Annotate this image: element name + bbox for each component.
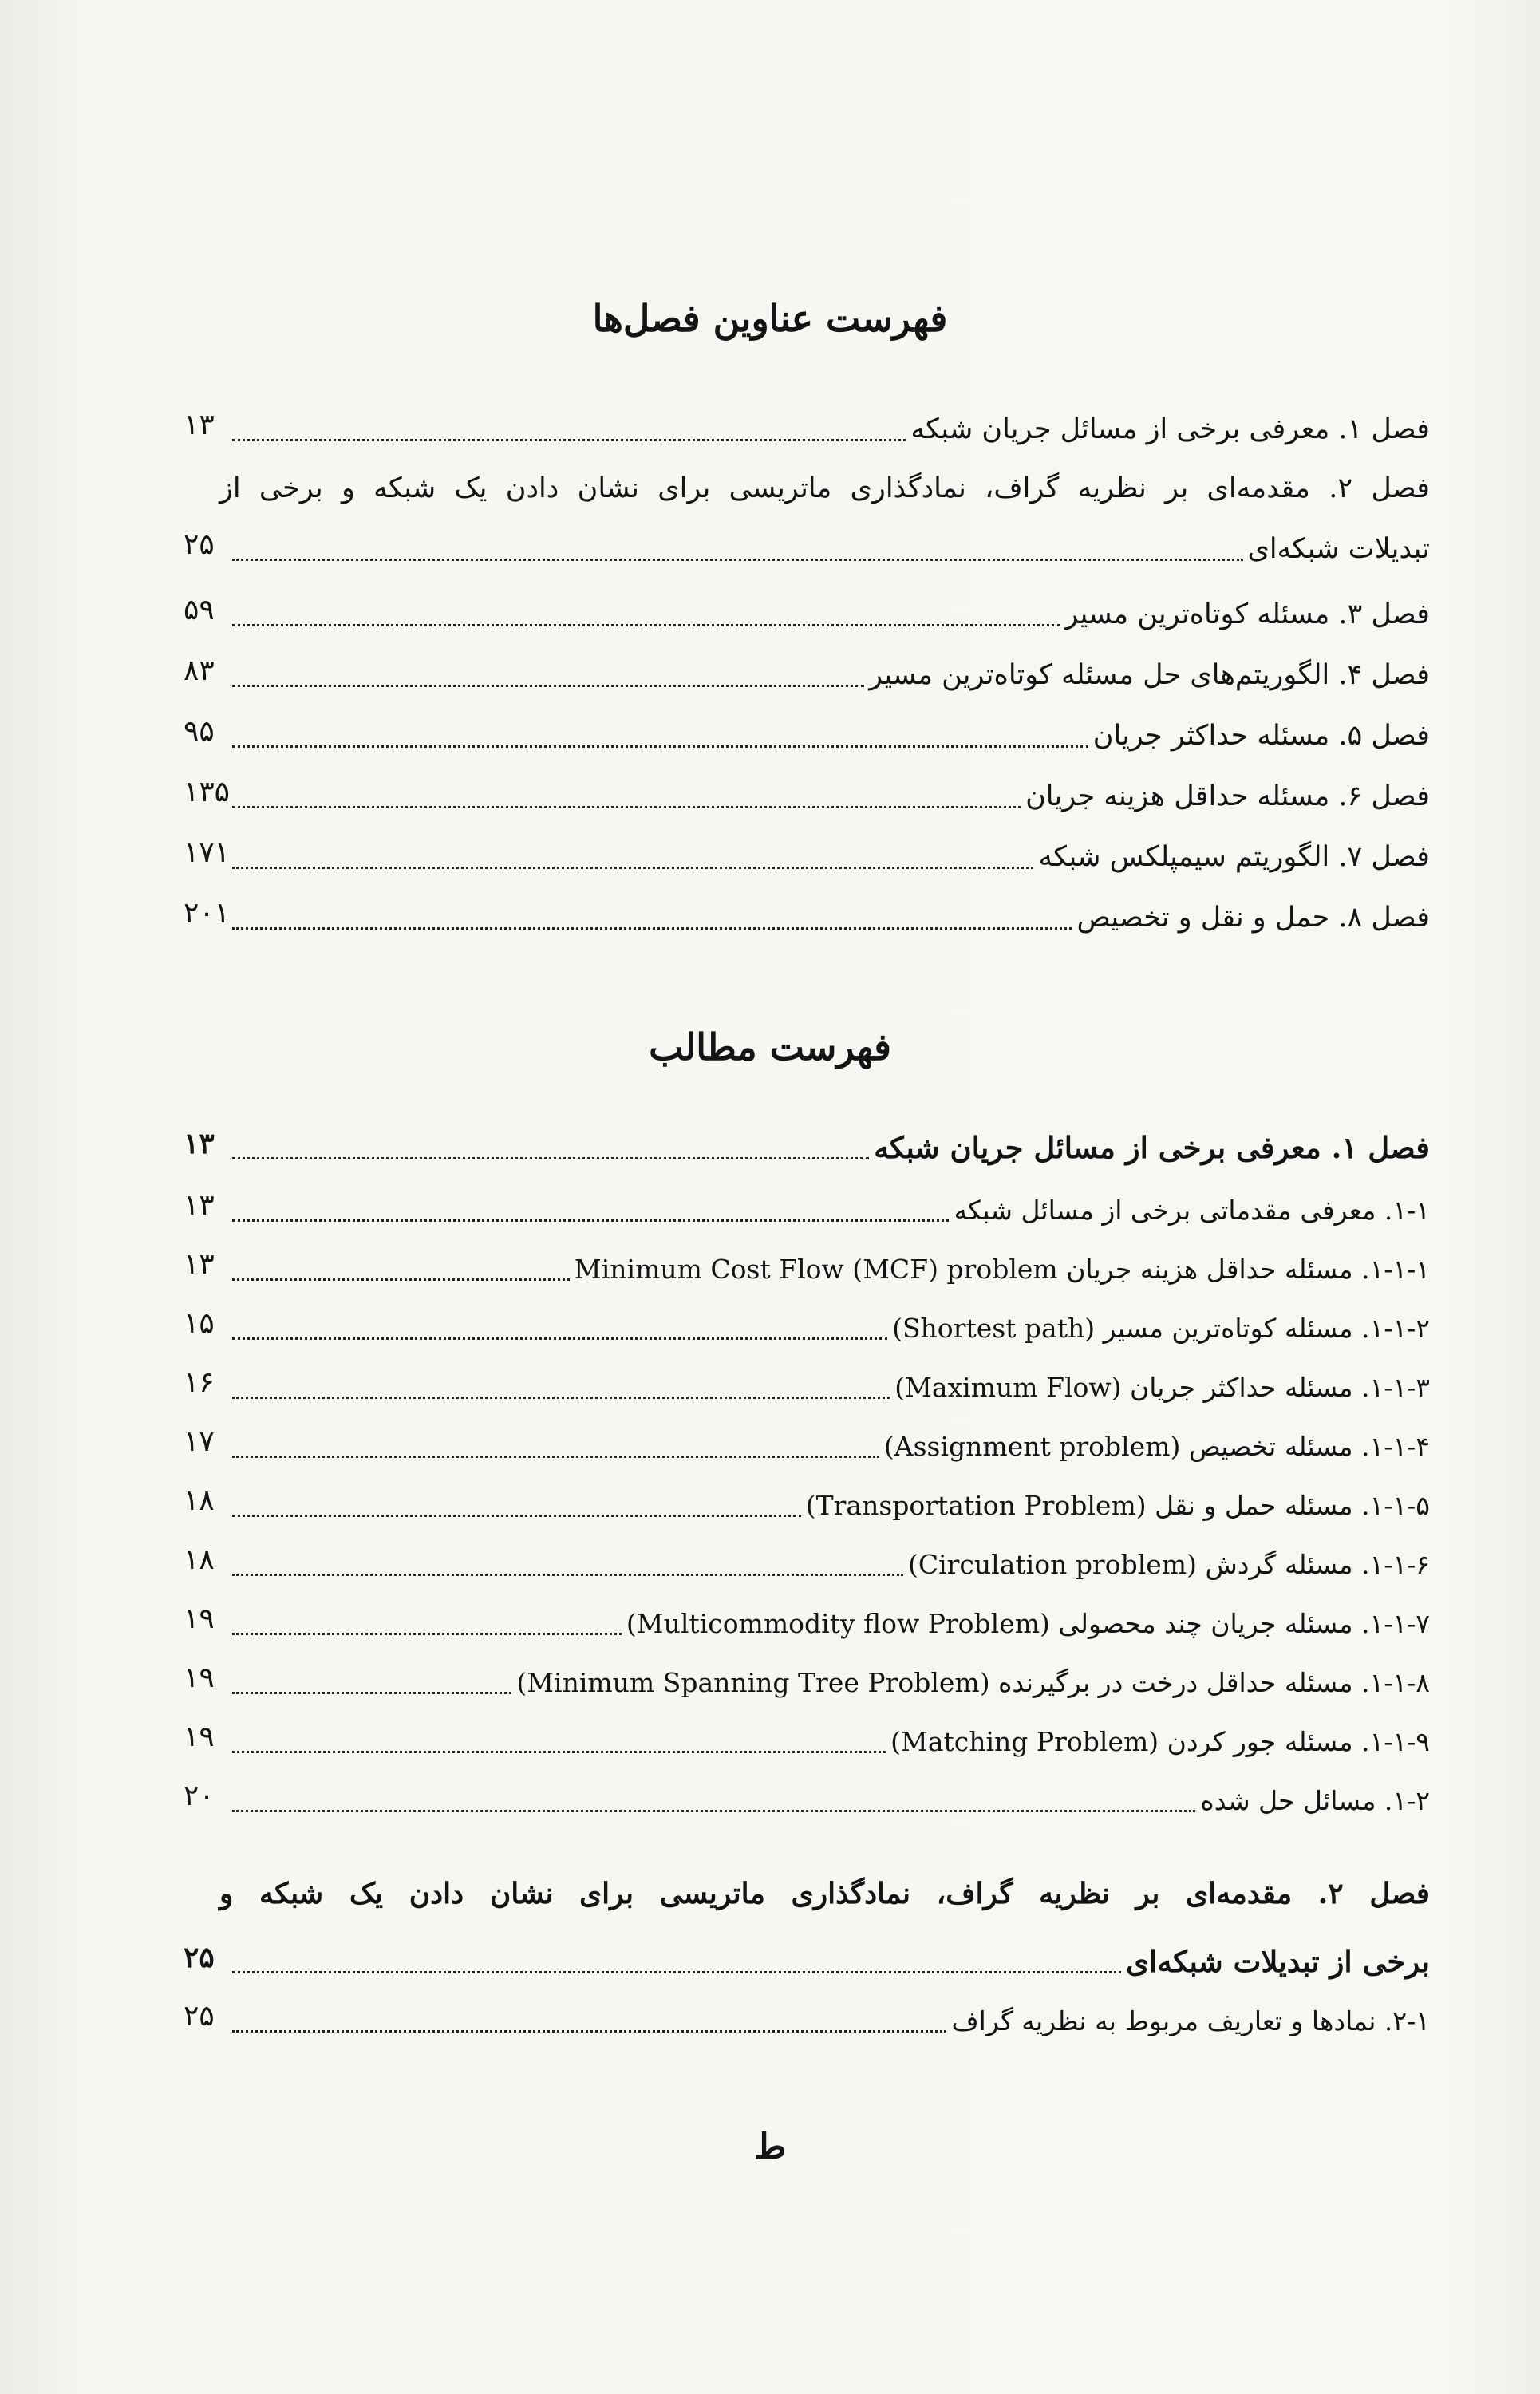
leader-dots [232,1971,1121,1973]
chapters-list-title: فهرست عناوین فصل‌ها [592,297,948,340]
contents-item [227,1997,1430,2044]
leader-dots [232,1751,886,1753]
contents-item-page: ۱۶ [184,1366,215,1399]
chapter-entry-label: فصل ۵. مسئله حداکثر جریان [1092,720,1430,752]
contents-item-page: ۱۹ [184,1720,215,1753]
chapter-entry-label: فصل ۴. الگوریتم‌های حل مسئله کوتاه‌ترین مسیر [869,659,1430,691]
chapter-entry-7 [227,833,1430,881]
leader-dots [232,1278,570,1281]
contents-item-page: ۱۳ [184,1248,215,1281]
contents-item-label: ۱-۱-۹. مسئله جور کردن (Matching Problem) [890,1725,1430,1757]
leader-dots [232,1692,511,1694]
contents-item-page: ۱۹ [184,1661,215,1694]
contents-item [227,1245,1430,1293]
contents-chapter-page: ۱۳ [184,1127,215,1160]
contents-item [227,1717,1430,1765]
leader-dots [232,1396,890,1399]
chapter-entry-5 [227,712,1430,760]
contents-item-label: ۱-۲. مسائل حل شده [1200,1784,1430,1816]
contents-item-page: ۲۰ [184,1780,215,1812]
chapter-entry-label: فصل ۳. مسئله کوتاه‌ترین مسیر [1064,598,1430,630]
contents-item-label: ۱-۱-۳. مسئله حداکثر جریان (Maximum Flow) [894,1371,1430,1403]
leader-dots [232,806,1021,808]
chapter-entry-label: فصل ۱. معرفی برخی از مسائل جریان شبکه [910,413,1430,445]
leader-dots [232,559,1243,561]
leader-dots [232,1574,903,1576]
chapter-entry-2 [227,525,1430,573]
chapter-entry-page: ۵۹ [184,594,215,626]
contents-item-page: ۱۳ [184,1189,215,1222]
contents-item-label: ۱-۱-۸. مسئله حداقل درخت در برگیرنده (Minimum Spanning Tree Problem) [516,1666,1430,1698]
leader-dots [232,745,1088,748]
leader-dots [232,1633,622,1635]
leader-dots [232,1219,949,1222]
chapter-entry-8 [227,894,1430,942]
contents-chapter-label: فصل ۱. معرفی برخی از مسائل جریان شبکه [874,1130,1430,1165]
leader-dots [232,867,1033,869]
contents-item [227,1304,1430,1352]
chapter-entry-page: ۱۷۱ [184,836,231,869]
contents-item-label: ۱-۱-۷. مسئله جریان چند محصولی (Multicommodity flow Problem) [626,1607,1430,1639]
page-folio: ط [753,2127,787,2167]
chapter-entry-page: ۹۵ [184,715,215,748]
chapter-entry-page: ۱۳۵ [184,776,231,808]
contents-item-label: ۲-۱. نمادها و تعاریف مربوط به نظریه گراف [951,2005,1430,2036]
contents-item-page: ۱۷ [184,1425,215,1458]
contents-item-page: ۱۸ [184,1484,215,1517]
contents-item [227,1481,1430,1529]
contents-item [227,1422,1430,1470]
contents-item-label: ۱-۱. معرفی مقدماتی برخی از مسائل شبکه [954,1194,1430,1226]
contents-item [227,1658,1430,1706]
leader-dots [232,624,1060,626]
chapter-entry-6 [227,772,1430,820]
contents-item-page: ۱۵ [184,1307,215,1340]
contents-item-page: ۱۸ [184,1543,215,1576]
chapter-entry-label: فصل ۷. الگوریتم سیمپلکس شبکه [1038,841,1430,873]
chapter-entry-page: ۲۵ [184,528,215,561]
contents-item-label: ۱-۱-۴. مسئله تخصیص (Assignment problem) [883,1430,1430,1462]
chapter-entry-3 [227,591,1430,638]
contents-chapter-page: ۲۵ [184,1941,215,1974]
contents-item-page: ۲۵ [184,2000,215,2033]
chapter-entry-page: ۱۳ [184,409,215,441]
chapter-entry-4 [227,651,1430,699]
contents-chapter-2 [227,1938,1430,1985]
contents-item-label: ۱-۱-۵. مسئله حمل و نقل (Transportation Problem) [805,1489,1430,1521]
chapter-entry-label: فصل ۸. حمل و نقل و تخصیص [1076,902,1430,934]
contents-item [227,1186,1430,1234]
contents-item [227,1776,1430,1824]
contents-item-label: ۱-۱-۲. مسئله کوتاه‌ترین مسیر (Shortest path) [892,1312,1430,1344]
leader-dots [232,927,1072,930]
leader-dots [232,1810,1195,1812]
leader-dots [232,1157,869,1159]
leader-dots [232,1515,801,1517]
contents-chapter-1 [227,1124,1430,1171]
chapter-entry-page: ۸۳ [184,654,215,687]
chapter-entry-page: ۲۰۱ [184,897,231,930]
chapter-entry-2-line1: فصل ۲. مقدمه‌ای بر نظریه گراف، نمادگذاری ماتریسی برای نشان دادن یک شبکه و برخی از [219,472,1430,504]
contents-item-page: ۱۹ [184,1602,215,1635]
leader-dots [232,1337,887,1340]
contents-title: فهرست مطالب [649,1025,891,1069]
contents-item [227,1599,1430,1647]
leader-dots [232,685,864,687]
leader-dots [232,439,906,441]
contents-chapter-label: برخی از تبدیلات شبکه‌ای [1126,1944,1430,1979]
leader-dots [232,1456,879,1458]
chapter-entry-1 [227,405,1430,453]
contents-item-label: ۱-۱-۶. مسئله گردش (Circulation problem) [907,1548,1430,1580]
leader-dots [232,2030,946,2033]
chapter-entry-label: تبدیلات شبکه‌ای [1247,533,1430,565]
contents-item [227,1540,1430,1588]
contents-item-label: ۱-۱-۱. مسئله حداقل هزینه جریان Minimum Cost Flow (MCF) problem [574,1253,1430,1285]
contents-item [227,1363,1430,1411]
contents-chapter-2-line1: فصل ۲. مقدمه‌ای بر نظریه گراف، نمادگذاری ماتریسی برای نشان دادن یک شبکه و [219,1877,1430,1910]
chapter-entry-label: فصل ۶. مسئله حداقل هزینه جریان [1025,780,1430,812]
